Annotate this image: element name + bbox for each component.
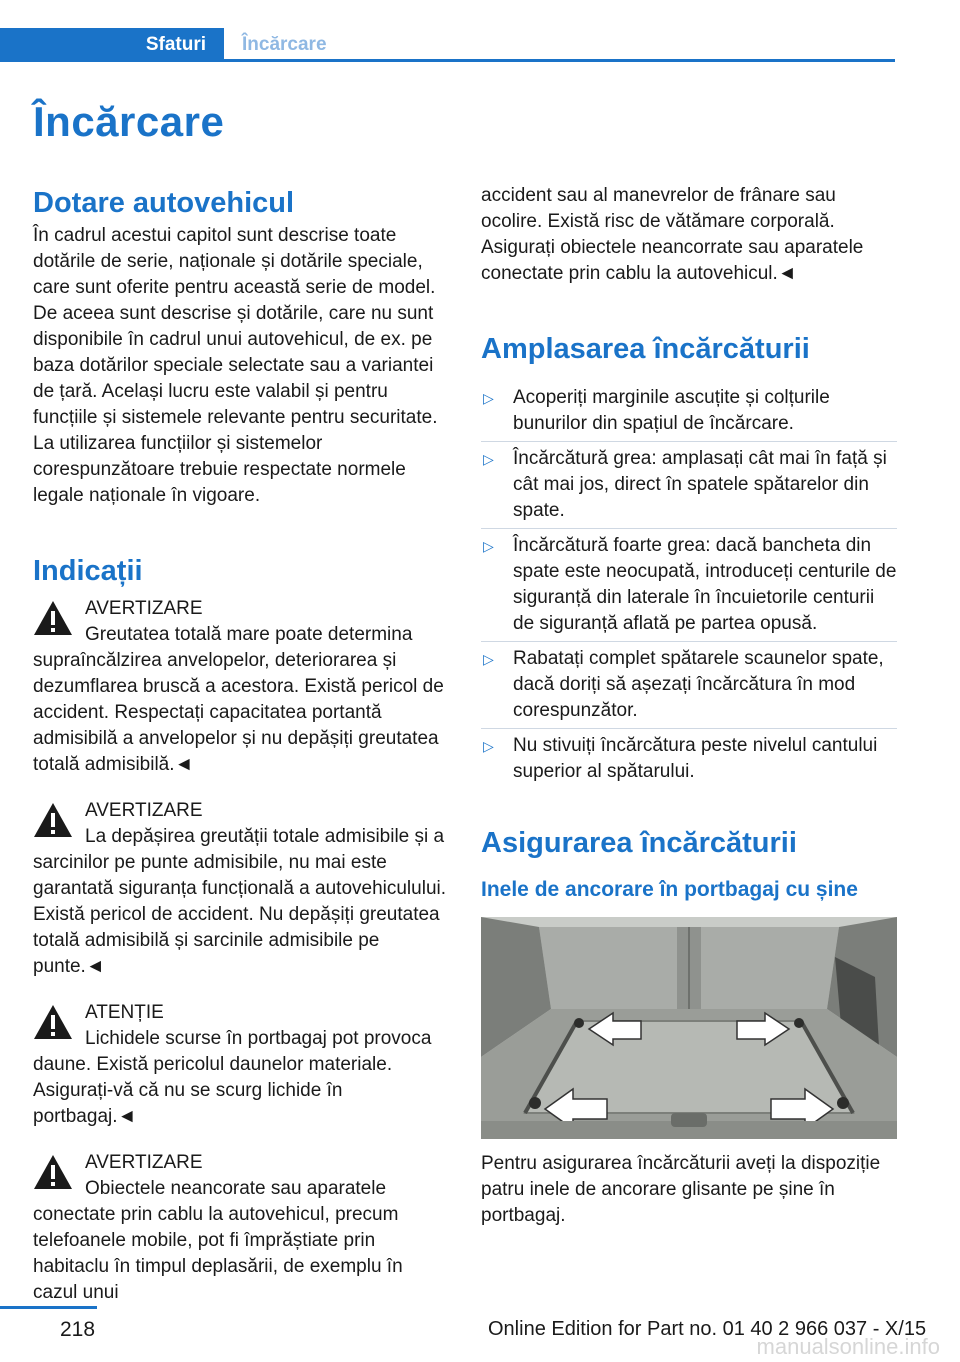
caution-title: ATENȚIE <box>85 1002 164 1023</box>
list-item <box>481 446 897 524</box>
warning-triangle-icon <box>33 1154 73 1190</box>
header-rule <box>224 59 895 62</box>
triangle-bullet-icon: ▷ <box>483 451 494 467</box>
heading-asigurare: Asigurarea încărcăturii <box>481 827 797 859</box>
warning-text: Greutatea totală mare poate determina supraîncălzirea anvelopelor, deteriorarea și dezumflarea bruscă a acestora. Există pericol de accident. Respectați capacitatea portantă admisibilă a anvelopelor și nu depășiți greutatea totală admisibilă.◄ <box>33 624 444 775</box>
heading-indicatii: Indicații <box>33 555 143 587</box>
warning-title: AVERTIZARE <box>85 598 203 619</box>
list-divider <box>481 641 897 642</box>
running-header <box>0 28 895 62</box>
left-column <box>33 185 449 1306</box>
paragraph-inele: Pentru asigurarea încărcăturii aveți la dispoziție patru inele de ancorare glisante pe șine în portbagaj. <box>481 1153 881 1226</box>
list-divider <box>481 528 897 529</box>
header-section-label: Sfaturi <box>145 34 206 55</box>
caution-text: Lichidele scurse în portbagaj pot provoca daune. Există pericolul daunelor materiale. Asigurați-vă că nu se scurg lichide în portbagaj.◄ <box>33 1028 432 1127</box>
warning-title: AVERTIZARE <box>85 800 203 821</box>
list-item <box>481 646 897 724</box>
caution-triangle-icon <box>33 1004 73 1040</box>
list-item-text: Încărcătură foarte grea: dacă bancheta din spate este neocupată, introduceți centurile de siguranță din laterale în încuietorile centurii de siguranță aflată pe partea opusă. <box>513 535 897 634</box>
footer-edition: Online Edition for Part no. 01 40 2 966 037 - X/15 <box>488 1318 927 1340</box>
loading-tips-list <box>481 385 897 785</box>
triangle-bullet-icon: ▷ <box>483 390 494 406</box>
list-item-text: Nu stivuiți încărcătura peste nivelul cantului superior al spătarului. <box>513 735 878 782</box>
paragraph-dotare: În cadrul acestui capitol sunt descrise toate dotările de serie, naționale și dotările speciale, care sunt oferite pentru această serie de model. De aceea sunt descrise și dotările, care nu sunt disponibile în cadrul unui autovehicul, de ex. pe baza dotărilor speciale selectate sau a variantei de țară. Același lucru este valabil și pentru funcțiile și sistemele relevante pentru securitate. La utilizarea funcțiilor și sistemelor corespunzătoare trebuie respectate normele legale naționale în vigoare. <box>33 225 438 506</box>
header-subsection-label: Încărcare <box>242 34 327 55</box>
header-section-tab <box>0 28 224 62</box>
list-item-text: Rabatați complet spătarele scaunelor spate, dacă doriți să așezați încărcătura în mod corespunzător. <box>513 648 884 721</box>
luggage-compartment-photo <box>481 917 897 1139</box>
footer-rule <box>0 1306 97 1309</box>
list-item <box>481 733 897 785</box>
list-item-text: Acoperiți marginile ascuțite și colțurile bunurilor din spațiul de încărcare. <box>513 387 830 434</box>
paragraph-warning-continued: accident sau al manevrelor de frânare sau ocolire. Există risc de vătămare corporală. Asigurați obiectele neancorrate sau aparatele conectate prin cablu la autovehicul.◄ <box>481 185 864 284</box>
right-column <box>481 183 897 1229</box>
warning-triangle-icon <box>33 600 73 636</box>
heading-inele: Inele de ancorare în portbagaj cu șine <box>481 878 858 901</box>
page-title: Încărcare <box>33 98 225 145</box>
warning-title: AVERTIZARE <box>85 1152 203 1173</box>
list-item <box>481 385 897 437</box>
page-number: 218 <box>60 1318 96 1341</box>
warning-triangle-icon <box>33 802 73 838</box>
watermark: manualsonline.info <box>756 1334 940 1359</box>
warning-block-3 <box>33 1150 449 1306</box>
caution-block <box>33 1000 449 1130</box>
list-item-text: Încărcătură grea: amplasați cât mai în față și cât mai jos, direct în spatele spătarelor din spate. <box>513 448 887 521</box>
heading-dotare: Dotare autovehicul <box>33 187 295 219</box>
warning-text: La depășirea greutății totale admisibile și a sarcinilor pe punte admisibile, nu mai este garantată siguranța funcțională a autovehiculului. Există pericol de accident. Nu depășiți greutatea totală admisibilă și sarcinile admisibile pe punte.◄ <box>33 826 447 977</box>
list-divider <box>481 728 897 729</box>
warning-block-2 <box>33 798 449 980</box>
triangle-bullet-icon: ▷ <box>483 538 494 554</box>
triangle-bullet-icon: ▷ <box>483 651 494 667</box>
heading-amplasare: Amplasarea încărcăturii <box>481 333 810 365</box>
warning-block-1 <box>33 596 449 778</box>
triangle-bullet-icon: ▷ <box>483 738 494 754</box>
list-item <box>481 533 897 637</box>
list-divider <box>481 441 897 442</box>
warning-text: Obiectele neancorate sau aparatele conectate prin cablu la autovehicul, precum telefoanele mobile, pot fi împrăștiate prin habitaclu în timpul deplasării, de exemplu în cazul unui <box>33 1178 403 1303</box>
